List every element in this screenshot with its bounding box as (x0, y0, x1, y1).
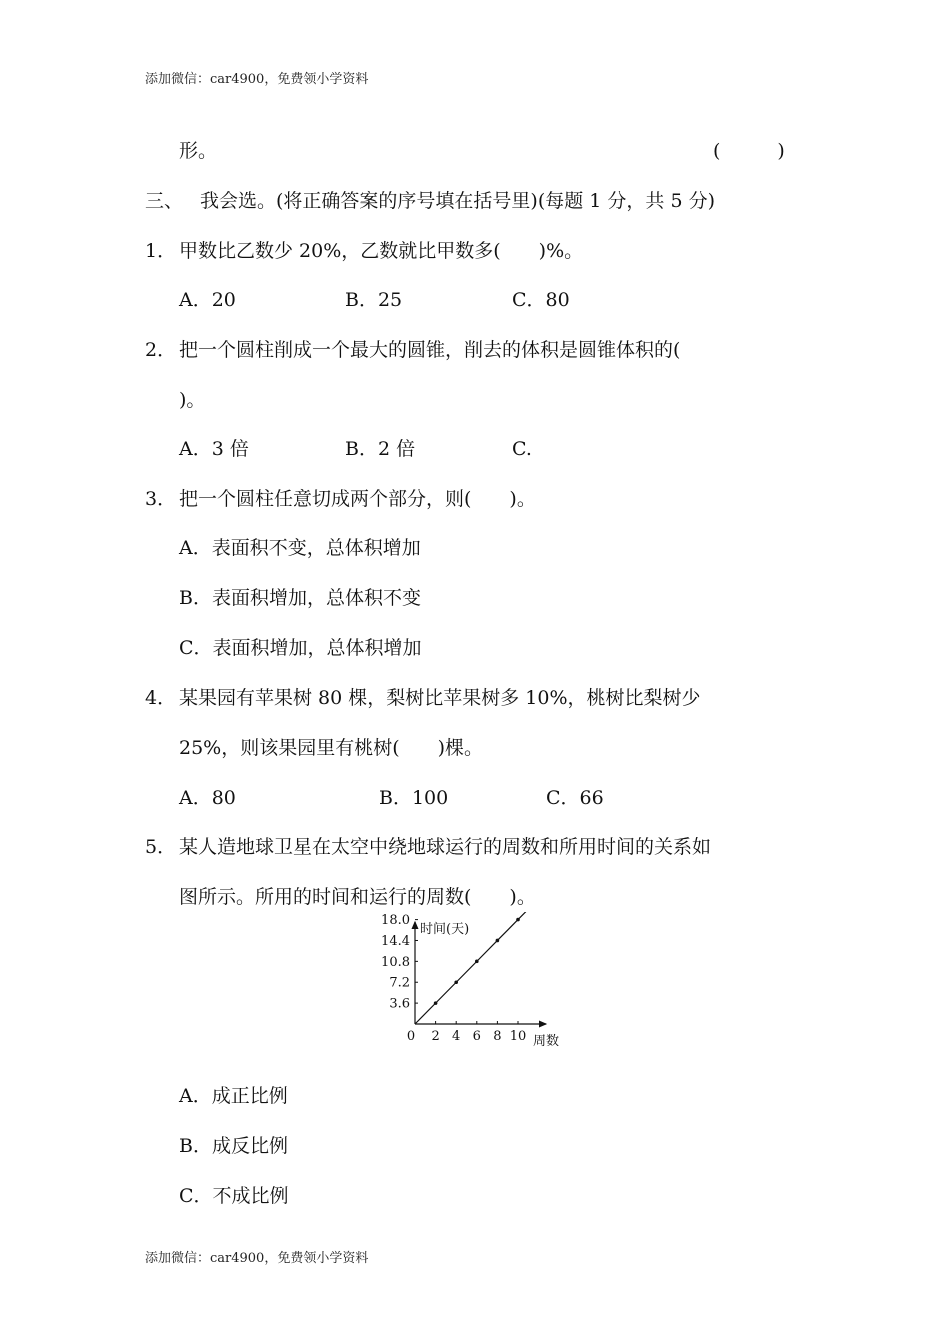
question-5-text-line-1: 某人造地球卫星在太空中绕地球运行的周数和所用时间的关系如 (179, 836, 712, 858)
y-axis-label: 时间(天) (420, 922, 470, 937)
question-5-number: 5． (145, 836, 177, 858)
data-point (475, 960, 479, 964)
y-tick-label: 18.0 (381, 913, 410, 929)
question-1-option-b: B．25 (345, 289, 403, 311)
question-4-text-line-2: 25%，则该果园里有桃树( )棵。 (179, 737, 484, 759)
question-3-text: 把一个圆柱任意切成两个部分，则( )。 (179, 488, 536, 510)
question-4-option-c: C．66 (546, 787, 604, 809)
prev-question-tail: 形。 (179, 140, 218, 162)
data-point (434, 1001, 438, 1005)
x-tick-label: 4 (452, 1029, 461, 1044)
x-tick-label: 8 (493, 1029, 502, 1044)
question-2-option-b: B．2 倍 (345, 438, 416, 460)
question-5-option-c: C．不成比例 (179, 1185, 289, 1207)
y-tick-label: 3.6 (389, 996, 410, 1012)
question-3-number: 3． (145, 488, 177, 510)
question-4-text-line-1: 某果园有苹果树 80 棵，梨树比苹果树多 10%，桃树比梨树少 (179, 687, 701, 709)
x-tick-label: 2 (431, 1029, 440, 1044)
question-5-text-line-2: 图所示。所用的时间和运行的周数( )。 (179, 886, 536, 908)
question-4-number: 4． (145, 687, 177, 709)
question-4-option-b: B．100 (379, 787, 449, 809)
y-tick-label: 7.2 (389, 975, 410, 991)
question-5-option-a: A．成正比例 (179, 1085, 288, 1107)
question-3-option-a: A．表面积不变，总体积增加 (179, 537, 421, 559)
question-1-number: 1． (145, 240, 177, 262)
question-1-option-a: A．20 (179, 289, 236, 311)
question-2-text-line-2: )。 (179, 389, 206, 411)
data-point (516, 918, 520, 922)
y-tick-label: 10.8 (381, 954, 410, 970)
x-tick-label: 10 (509, 1029, 527, 1044)
y-tick-label: 14.4 (381, 933, 410, 949)
x-axis-label: 周数 (533, 1034, 560, 1049)
section-title: 我会选。(将正确答案的序号填在括号里)(每题 1 分，共 5 分) (200, 190, 715, 212)
question-5-option-b: B．成反比例 (179, 1135, 288, 1157)
x-tick-label: 0 (406, 1029, 416, 1044)
question-2-number: 2． (145, 339, 177, 361)
answer-bracket: ( ) (713, 140, 785, 162)
question-1-text: 甲数比乙数少 20%，乙数就比甲数多( )%。 (179, 240, 584, 262)
question-1-option-c: C．80 (512, 289, 570, 311)
x-tick-label: 6 (472, 1029, 481, 1044)
section-number: 三、 (145, 190, 184, 212)
data-point (454, 980, 458, 984)
question-2-text-line-1: 把一个圆柱削成一个最大的圆锥，削去的体积是圆锥体积的( (179, 339, 681, 361)
question-2-option-a: A．3 倍 (179, 438, 249, 460)
week-time-line-chart (370, 912, 580, 1057)
question-4-option-a: A．80 (179, 787, 236, 809)
question-3-option-c: C．表面积增加，总体积增加 (179, 637, 422, 659)
data-point (496, 939, 500, 943)
question-3-option-b: B．表面积增加，总体积不变 (179, 587, 421, 609)
footer-note: 添加微信：car4900，免费领小学资料 (145, 1251, 369, 1266)
question-2-option-c: C. (512, 438, 532, 460)
header-note: 添加微信：car4900，免费领小学资料 (145, 72, 369, 87)
